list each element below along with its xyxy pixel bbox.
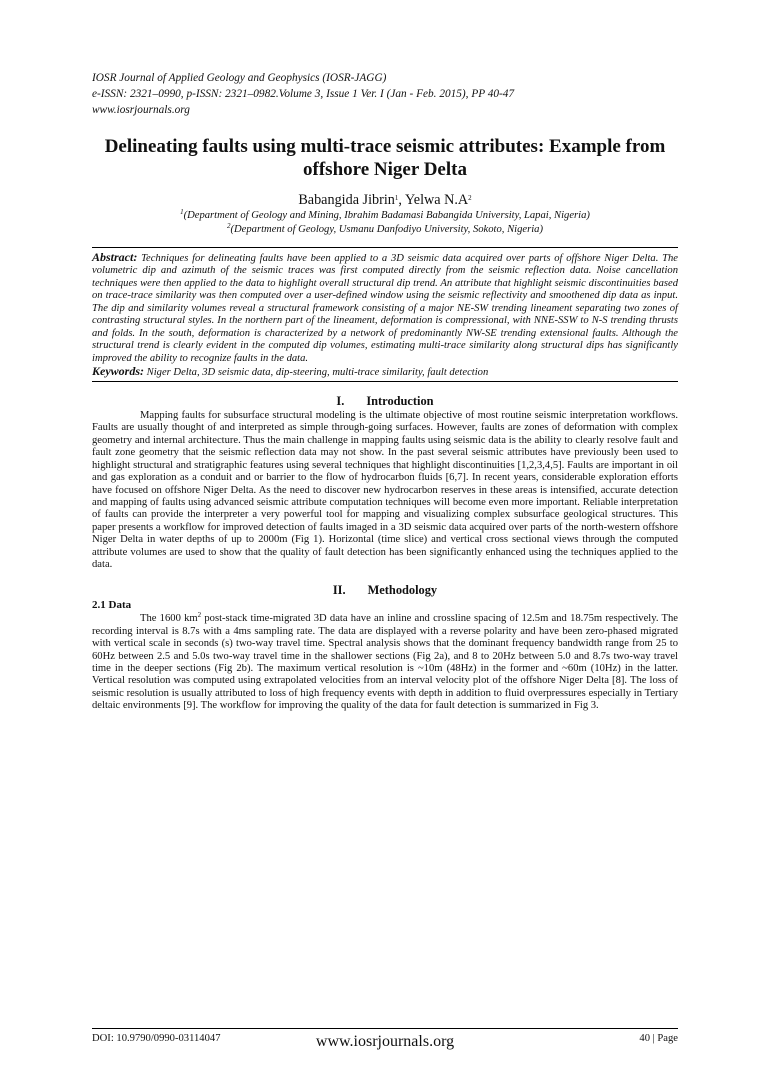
- author-2-sup: 2: [468, 194, 472, 202]
- affiliation-2-sup: 2: [227, 222, 231, 230]
- page-footer: [92, 1028, 678, 1050]
- data-text-a: The 1600 km: [140, 613, 198, 625]
- section-1-title: Introduction: [366, 394, 434, 409]
- footer-rule: [92, 1028, 678, 1029]
- data-paragraph: [92, 613, 678, 712]
- keywords: [92, 365, 678, 379]
- author-list: [92, 191, 678, 209]
- abstract: [92, 251, 678, 365]
- footer-site[interactable]: www.iosrjournals.org: [315, 1033, 455, 1050]
- introduction-paragraph: [92, 410, 678, 571]
- author-separator: ,: [398, 192, 405, 208]
- author-1-sup: 1: [394, 194, 399, 202]
- data-text-b: post-stack time-migrated 3D data have an inline and crossline spacing of 12.5m and 18.75m respectively. The recording interval is 8.7s with a 4ms sampling rate. The data are displayed with a reverse polarity and have been zero-phased migrated with vertical scale in seconds (s) two-way travel time. Spectral analysis shows that the dominant frequency bandwidth range from 25 to 60Hz between 2.5 and 5.0s two-way travel time in the shallower sections (Fig 2a), and 8 to 20Hz between 5.0 and 8.7s two-way travel time in the deeper sections (Fig 2b). The maximum vertical resolution is ~10m (48Hz) in the former and ~60m (10Hz) in the latter. Vertical resolution was computed using extrapolated velocities from an interval velocity plot of the offshore Niger Delta [8]. The loss of seismic resolution is usually attributed to loss of high frequency events with depth in addition to fluid overpressures especially in Tertiary deltaic environments [9]. The workflow for improving the quality of the data for fault detection is summarized in Fig 3.: [92, 613, 678, 712]
- section-2-title: Methodology: [367, 583, 438, 598]
- introduction-text: Mapping faults for subsurface structural modeling is the ultimate objective of most routine seismic interpretation workflows. Faults are usually thought of and interpreted as simple through-going surfaces. However, faults are zones of deformation with complex geometry and internal architecture. Thus the main challenge in mapping faults using seismic data is the ability to clearly resolve fault and fault zone geometry that the seismic reflection data may not show. In the past several seismic attributes have previously been used to highlight structural and stratigraphic features using several techniques that highlight discontinuities [1,2,3,4,5]. Faults are important in oil and gas exploration as a conduit and or barrier to the flow of hydrocarbon fluids [6,7]. In recent years, considerable exploration efforts have focused on offshore Niger Delta. As the need to discover new hydrocarbon reserves in these areas is intensified, accurate detection and mapping of faults using advanced seismic attribute computation techniques will become even more important. Reliable interpretation of faults can provide the interpreter a very powerful tool for mapping and visualizing complex subsurface geological structures. This paper presents a workflow for improved detection of faults imaged in a 3D seismic data acquired over parts of the north-western offshore Niger Delta in water depths of up to 2000m (Fig 1). Horizontal (time slice) and vertical cross sectional views through the computed attribute volumes are used to show that the quality of fault detection has been significantly enhanced using the techniques applied to the data.: [92, 410, 678, 570]
- journal-url[interactable]: www.iosrjournals.org: [92, 104, 190, 116]
- section-heading-methodology: [92, 583, 678, 597]
- section-heading-introduction: [92, 394, 678, 408]
- affiliation-2: [92, 223, 678, 237]
- abstract-bottom-rule: [92, 381, 678, 382]
- section-1-number: I.: [336, 394, 345, 409]
- affiliation-2-text: (Department of Geology, Usmanu Danfodiyo University, Sokoto, Nigeria): [230, 224, 543, 235]
- paper-page: [92, 70, 678, 713]
- keywords-label: Keywords:: [92, 364, 144, 379]
- author-2: Yelwa N.A: [404, 192, 469, 208]
- keywords-text: Niger Delta, 3D seismic data, dip-steering, multi-trace similarity, fault detection: [144, 367, 489, 379]
- journal-issn: e-ISSN: 2321–0990, p-ISSN: 2321–0982.Volume 3, Issue 1 Ver. I (Jan - Feb. 2015), PP 40-47: [92, 88, 515, 100]
- abstract-text: Techniques for delineating faults have been applied to a 3D seismic data acquired over parts of offshore Niger Delta. The volumetric dip and azimuth of the seismic traces was first computed directly from the seismic reflection data. Noise cancellation techniques were then applied to the data to highlight overall structural dip trend. An attribute that highlight seismic discontinuities based on trace-trace similarity was then computed over a user-defined window using the seismic reflectivity and smoothened dip data as input. The dip and similarity volumes reveal a structural framework consisting of a major NE-SW trending lineament separating two zones of contrasting structural styles. In the northern part of the lineament, deformation is compressional, with NNE-SSW to N-S trending thrusts and folds. In the south, deformation is characterized by a network of predominantly NW-SE trending extensional faults. Although the structural trend is clearly evident in the computed dip volumes, estimating multi-trace similarity along structural dips has significantly improved the ability to recognize faults in the data.: [92, 253, 678, 364]
- data-text-sup: 2: [197, 611, 202, 620]
- footer-doi: DOI: 10.9790/0990-03114047: [92, 1033, 221, 1044]
- footer-page-number: 40 | Page: [639, 1033, 678, 1044]
- subsection-data-heading: 2.1 Data: [92, 599, 132, 612]
- paper-title: Delineating faults using multi-trace seismic attributes: Example from offshore Niger Delta: [104, 136, 666, 180]
- affiliation-1-text: (Department of Geology and Mining, Ibrahim Badamasi Babangida University, Lapai, Nigeria): [183, 210, 590, 221]
- author-1: Babangida Jibrin: [298, 192, 395, 208]
- abstract-label: Abstract:: [92, 250, 138, 264]
- affiliation-1-sup: 1: [180, 208, 184, 216]
- abstract-top-rule: [92, 247, 678, 248]
- affiliation-1: [92, 209, 678, 223]
- journal-name: IOSR Journal of Applied Geology and Geophysics (IOSR-JAGG): [92, 72, 387, 84]
- footer-site-wrap: [92, 1033, 678, 1051]
- section-2-number: II.: [332, 583, 346, 598]
- journal-header: [92, 70, 678, 118]
